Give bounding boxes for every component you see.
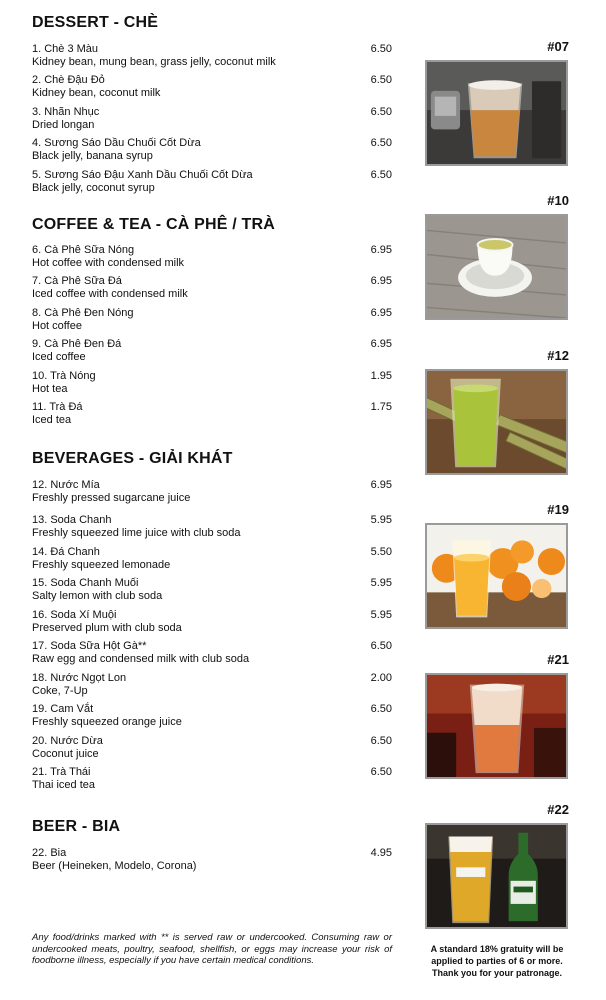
item-price: 6.50 (370, 74, 392, 86)
photo-iced-coffee (425, 60, 568, 166)
item-description: Hot coffee with condensed milk (32, 256, 185, 269)
menu-item (32, 546, 392, 571)
item-name: 4. Sương Sáo Dầu Chuối Cốt Dừa (32, 137, 201, 149)
item-name: 5. Sương Sáo Đậu Xanh Dầu Chuối Cốt Dừa (32, 169, 253, 181)
item-name: 12. Nước Mía (32, 479, 100, 491)
item-price: 5.95 (370, 609, 392, 621)
item-name: 3. Nhãn Nhục (32, 106, 100, 118)
menu-item (32, 672, 392, 697)
item-price: 5.95 (370, 577, 392, 589)
item-name: 20. Nước Dừa (32, 735, 103, 747)
item-price: 6.50 (370, 137, 392, 149)
item-price: 1.75 (370, 401, 392, 413)
menu-item (32, 640, 392, 665)
item-description: Freshly squeezed lemonade (32, 558, 171, 571)
item-price: 6.95 (370, 479, 392, 491)
photo-hot-tea (425, 214, 568, 320)
item-description: Dried longan (32, 118, 95, 131)
item-description: Iced coffee (32, 350, 86, 363)
item-price: 1.95 (370, 370, 392, 382)
item-name: 1. Chè 3 Màu (32, 43, 99, 55)
menu-item (32, 479, 392, 504)
item-description: Coke, 7-Up (32, 684, 88, 697)
menu-item (32, 106, 392, 131)
item-description: Beer (Heineken, Modelo, Corona) (32, 859, 197, 872)
item-name: 15. Soda Chanh Muối (32, 577, 139, 589)
menu-item (32, 275, 392, 300)
item-name: 6. Cà Phê Sữa Nóng (32, 244, 135, 256)
item-name: 16. Soda Xí Muội (32, 609, 117, 621)
item-name: 8. Cà Phê Đen Nóng (32, 307, 134, 319)
item-name: 17. Soda Sữa Hột Gà** (32, 640, 147, 652)
item-name: 19. Cam Vắt (32, 703, 94, 715)
menu-item (32, 847, 392, 872)
item-description: Freshly squeezed lime juice with club soda (32, 526, 241, 539)
menu-item (32, 609, 392, 634)
item-name: 13. Soda Chanh (32, 514, 112, 526)
item-price: 4.95 (370, 847, 392, 859)
item-name: 10. Trà Nóng (32, 370, 96, 382)
item-price: 6.50 (370, 640, 392, 652)
section-title-dessert: DESSERT - CHÈ (32, 14, 159, 31)
disclaimer: Any food/drinks marked with ** is served raw or undercooked. Consuming raw or undercooked meats, poultry, seafood, shellfish, or eggs may increase your risk of foodborne illness, especially if you have certain medical conditions. (32, 932, 392, 966)
menu-item (32, 74, 392, 99)
menu-item (32, 307, 392, 332)
menu-item (32, 401, 392, 426)
item-price: 6.50 (370, 735, 392, 747)
item-name: 9. Cà Phê Đen Đá (32, 338, 122, 350)
menu-item (32, 577, 392, 602)
item-price: 6.95 (370, 244, 392, 256)
menu-item (32, 735, 392, 760)
item-description: Kidney bean, mung bean, grass jelly, coconut milk (32, 55, 276, 68)
item-name: 22. Bia (32, 847, 67, 859)
item-name: 11. Trà Đá (32, 401, 83, 413)
photo-label: #19 (547, 502, 569, 517)
photo-label: #07 (547, 39, 569, 54)
item-description: Iced tea (32, 413, 72, 426)
item-name: 7. Cà Phê Sữa Đá (32, 275, 122, 287)
menu-item (32, 703, 392, 728)
item-price: 6.50 (370, 169, 392, 181)
item-description: Preserved plum with club soda (32, 621, 182, 634)
item-description: Hot tea (32, 382, 68, 395)
menu-item (32, 766, 392, 791)
menu-item (32, 43, 392, 68)
item-description: Black jelly, coconut syrup (32, 181, 155, 194)
item-price: 5.50 (370, 546, 392, 558)
item-description: Freshly pressed sugarcane juice (32, 491, 191, 504)
item-description: Coconut juice (32, 747, 99, 760)
item-name: 2. Chè Đậu Đỏ (32, 74, 105, 86)
menu-item (32, 370, 392, 395)
item-description: Kidney bean, coconut milk (32, 86, 161, 99)
item-description: Freshly squeezed orange juice (32, 715, 182, 728)
item-name: 21. Trà Thái (32, 766, 91, 778)
menu-item (32, 169, 392, 194)
item-price: 6.95 (370, 275, 392, 287)
item-name: 18. Nước Ngọt Lon (32, 672, 127, 684)
item-price: 6.50 (370, 766, 392, 778)
photo-label: #21 (547, 652, 569, 667)
item-price: 6.50 (370, 106, 392, 118)
item-description: Raw egg and condensed milk with club soda (32, 652, 250, 665)
section-title-beverages: BEVERAGES - GIẢI KHÁT (32, 450, 233, 467)
item-description: Salty lemon with club soda (32, 589, 163, 602)
photo-sugarcane-juice (425, 369, 568, 475)
item-price: 2.00 (370, 672, 392, 684)
item-name: 14. Đá Chanh (32, 546, 100, 558)
item-price: 6.50 (370, 703, 392, 715)
item-description: Iced coffee with condensed milk (32, 287, 188, 300)
photo-beer (425, 823, 568, 929)
section-title-coffee-tea: COFFEE & TEA - CÀ PHÊ / TRÀ (32, 216, 276, 233)
photo-orange-juice (425, 523, 568, 629)
item-description: Black jelly, banana syrup (32, 149, 153, 162)
gratuity-notice: A standard 18% gratuity will be applied to parties of 6 or more. Thank you for your patronage. (430, 944, 564, 978)
item-price: 6.50 (370, 43, 392, 55)
item-description: Thai iced tea (32, 778, 95, 791)
menu-item (32, 244, 392, 269)
photo-label: #12 (547, 348, 569, 363)
section-title-beer: BEER - BIA (32, 818, 121, 835)
photo-label: #10 (547, 193, 569, 208)
photo-thai-iced-tea (425, 673, 568, 779)
item-price: 5.95 (370, 514, 392, 526)
item-price: 6.95 (370, 307, 392, 319)
menu-item (32, 514, 392, 539)
item-price: 6.95 (370, 338, 392, 350)
menu-item (32, 137, 392, 162)
item-description: Hot coffee (32, 319, 82, 332)
photo-label: #22 (547, 802, 569, 817)
menu-item (32, 338, 392, 363)
